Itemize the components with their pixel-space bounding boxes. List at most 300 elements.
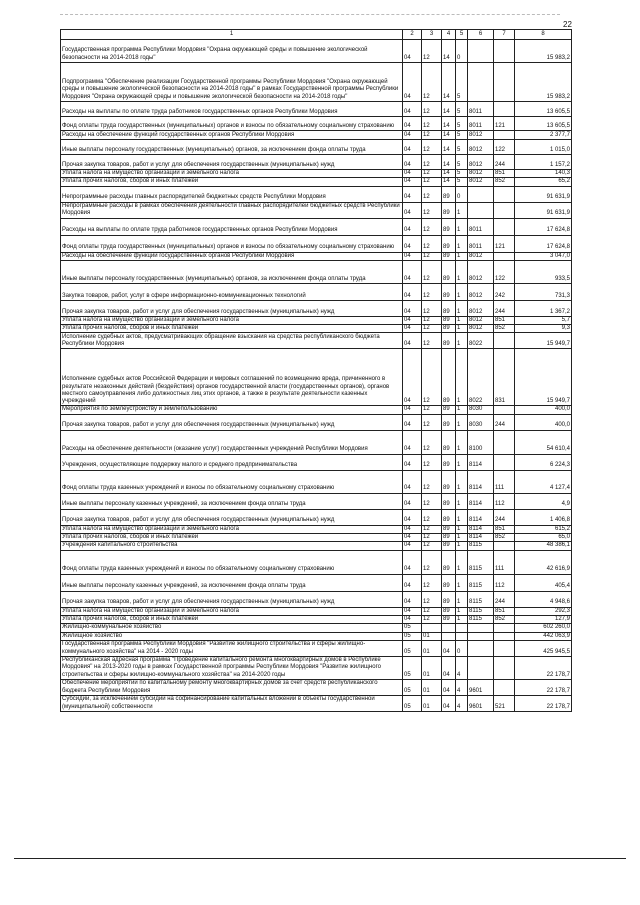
row-section: 04 [403, 333, 422, 349]
row-subsection: 12 [422, 117, 442, 131]
row-expense-type [494, 542, 515, 550]
row-program: 14 [442, 140, 456, 155]
row-target: 8012 [468, 140, 494, 155]
row-name: Подпрограмма "Обеспечение реализации Государственной программы Республики Мордовия "Охрана окружающей среды и повышение экологической безопасности на 2014-2018 годы" в рамках Государственной программы Республики Мордовия "Охрана окружающей среды и повышение экологической безопасности на 2014-2018 годы" [61, 63, 403, 102]
row-program: 89 [442, 260, 456, 283]
row-subsection: 12 [422, 155, 442, 170]
row-name: Уплата налога на имущество организаций и земельного налога [61, 316, 403, 324]
row-program: 89 [442, 550, 456, 574]
row-section: 04 [403, 252, 422, 260]
row-program: 89 [442, 283, 456, 300]
table-row [61, 300, 572, 316]
row-program: 89 [442, 493, 456, 509]
row-name: Мероприятия по землеустройству и землепользованию [61, 406, 403, 414]
row-amount: 405,4 [515, 574, 572, 591]
row-expense-type: 521 [494, 695, 515, 711]
table-row [61, 624, 572, 632]
row-subprogram: 1 [456, 235, 468, 252]
row-expense-type: 122 [494, 260, 515, 283]
row-program: 14 [442, 117, 456, 131]
column-header: 6 [468, 30, 494, 40]
row-amount: 17 624,8 [515, 218, 572, 235]
row-expense-type [494, 131, 515, 140]
table-row [61, 202, 572, 218]
row-program: 89 [442, 509, 456, 525]
row-section: 04 [403, 534, 422, 542]
row-subprogram: 1 [456, 470, 468, 493]
row-name: Непрограммные расходы в рамках обеспечения деятельности главных распорядителей бюджетных средств Республики Мордовия [61, 202, 403, 218]
row-expense-type [494, 640, 515, 656]
row-subprogram: 1 [456, 454, 468, 470]
row-subprogram: 1 [456, 574, 468, 591]
row-name: Обеспечение мероприятий по капитальному ремонту многоквартирных домов за счет средств республиканского бюджета Республики Мордовия [61, 679, 403, 695]
row-subsection [422, 624, 442, 632]
row-expense-type [494, 218, 515, 235]
table-row [61, 542, 572, 550]
row-section: 04 [403, 574, 422, 591]
row-subsection: 12 [422, 493, 442, 509]
row-amount: 17 624,8 [515, 235, 572, 252]
row-target: 8022 [468, 349, 494, 406]
row-subprogram: 0 [456, 40, 468, 63]
scan-top-edge [60, 14, 560, 15]
row-subprogram: 1 [456, 542, 468, 550]
row-name: Прочая закупка товаров, работ и услуг для обеспечения государственных (муниципальных) нужд [61, 591, 403, 607]
row-subsection: 12 [422, 325, 442, 333]
row-subprogram: 1 [456, 406, 468, 414]
row-subprogram: 1 [456, 550, 468, 574]
table-row [61, 235, 572, 252]
row-amount: 127,9 [515, 615, 572, 623]
row-name: Прочая закупка товаров, работ и услуг для обеспечения государственных (муниципальных) нужд [61, 300, 403, 316]
row-amount: 933,5 [515, 260, 572, 283]
row-subsection: 12 [422, 300, 442, 316]
table-body [61, 40, 572, 712]
row-target: 8030 [468, 414, 494, 430]
row-program: 89 [442, 607, 456, 615]
row-expense-type [494, 679, 515, 695]
row-expense-type: 852 [494, 178, 515, 186]
row-subsection: 01 [422, 695, 442, 711]
row-amount: 22 178,7 [515, 695, 572, 711]
row-target: 8115 [468, 550, 494, 574]
row-subsection: 01 [422, 656, 442, 679]
row-section: 04 [403, 178, 422, 186]
row-expense-type: 122 [494, 140, 515, 155]
table-row [61, 525, 572, 533]
row-amount: 65,2 [515, 178, 572, 186]
row-name: Непрограммные расходы главных распорядителей бюджетных средств Республики Мордовия [61, 186, 403, 202]
row-target: 8114 [468, 470, 494, 493]
row-section: 04 [403, 406, 422, 414]
row-subprogram: 1 [456, 260, 468, 283]
row-name: Фонд оплаты труда государственных (муниципальных) органов и взносы по обязательному социальному страхованию [61, 117, 403, 131]
row-subsection: 12 [422, 454, 442, 470]
row-program: 89 [442, 414, 456, 430]
row-subprogram: 0 [456, 640, 468, 656]
row-target [468, 624, 494, 632]
row-amount: 6 224,3 [515, 454, 572, 470]
header-row [61, 30, 572, 40]
row-target: 8114 [468, 509, 494, 525]
row-name: Учреждения капитального строительства [61, 542, 403, 550]
row-name: Исполнение судебных актов, предусматривающих обращение взыскания на средства республиканского бюджета Республики Мордовия [61, 333, 403, 349]
row-amount: 15 949,7 [515, 333, 572, 349]
row-expense-type [494, 406, 515, 414]
row-amount: 140,3 [515, 170, 572, 178]
row-target [468, 186, 494, 202]
table-row [61, 186, 572, 202]
row-subprogram: 1 [456, 202, 468, 218]
row-target: 8012 [468, 260, 494, 283]
row-name: Расходы на обеспечение функций государственных органов Республики Мордовия [61, 131, 403, 140]
row-name: Фонд оплаты труда государственных (муниципальных) органов и взносы по обязательному социальному страхованию [61, 235, 403, 252]
row-name: Расходы на выплаты по оплате труда работников государственных органов Республики Мордовия [61, 102, 403, 117]
row-program: 89 [442, 186, 456, 202]
row-amount: 13 605,5 [515, 117, 572, 131]
table-row [61, 493, 572, 509]
row-name: Расходы на обеспечение деятельности (оказание услуг) государственных учреждений Республики Мордовия [61, 430, 403, 454]
row-subsection: 12 [422, 252, 442, 260]
row-target: 8114 [468, 454, 494, 470]
row-program: 89 [442, 470, 456, 493]
row-section: 04 [403, 316, 422, 324]
row-program: 14 [442, 178, 456, 186]
row-target: 8114 [468, 534, 494, 542]
row-subprogram: 1 [456, 316, 468, 324]
row-program: 89 [442, 574, 456, 591]
row-subprogram: 5 [456, 63, 468, 102]
row-expense-type [494, 632, 515, 640]
row-amount: 1 406,8 [515, 509, 572, 525]
table-row [61, 679, 572, 695]
row-name: Субсидии, за исключением субсидий на софинансирование капитальных вложений в объекты государственной (муниципальной) собственности [61, 695, 403, 711]
row-expense-type: 244 [494, 414, 515, 430]
row-section: 04 [403, 550, 422, 574]
row-program: 89 [442, 235, 456, 252]
row-target: 8114 [468, 525, 494, 533]
table-row [61, 218, 572, 235]
table-row [61, 406, 572, 414]
row-subsection: 12 [422, 316, 442, 324]
row-program: 14 [442, 131, 456, 140]
row-section: 04 [403, 430, 422, 454]
row-subsection: 12 [422, 235, 442, 252]
row-section: 05 [403, 656, 422, 679]
row-amount: 2 377,7 [515, 131, 572, 140]
table-row [61, 454, 572, 470]
row-target: 8030 [468, 406, 494, 414]
table-row [61, 632, 572, 640]
row-target: 8115 [468, 542, 494, 550]
row-section: 04 [403, 235, 422, 252]
row-target [468, 63, 494, 102]
column-header: 7 [494, 30, 515, 40]
row-section: 04 [403, 63, 422, 102]
row-amount: 91 631,9 [515, 202, 572, 218]
row-section: 04 [403, 454, 422, 470]
row-target [468, 40, 494, 63]
row-subsection: 12 [422, 349, 442, 406]
row-expense-type [494, 40, 515, 63]
row-subprogram: 1 [456, 525, 468, 533]
row-program: 89 [442, 430, 456, 454]
table-row [61, 325, 572, 333]
row-subsection: 12 [422, 170, 442, 178]
row-section: 04 [403, 218, 422, 235]
row-target: 8100 [468, 430, 494, 454]
row-expense-type [494, 624, 515, 632]
row-target: 8012 [468, 252, 494, 260]
scan-bottom-edge [14, 858, 626, 859]
row-amount: 400,0 [515, 406, 572, 414]
row-expense-type: 112 [494, 493, 515, 509]
row-program: 89 [442, 202, 456, 218]
table-row [61, 414, 572, 430]
row-program: 89 [442, 525, 456, 533]
row-subprogram: 1 [456, 333, 468, 349]
row-name: Республиканская адресная программа "Проведение капитального ремонта многоквартирных домов в Республике Мордовия" на 2013-2020 годы в рамках Государственной программы Республики Мордовия "Развитие жилищного строительства и сферы жилищно-коммунального хозяйства" на 2014-2020 годы [61, 656, 403, 679]
row-subsection: 12 [422, 186, 442, 202]
row-expense-type: 852 [494, 534, 515, 542]
row-subsection: 01 [422, 640, 442, 656]
table-row [61, 430, 572, 454]
row-name: Прочая закупка товаров, работ и услуг для обеспечения государственных (муниципальных) нужд [61, 414, 403, 430]
row-section: 04 [403, 470, 422, 493]
row-section: 05 [403, 632, 422, 640]
row-section: 04 [403, 40, 422, 63]
table-row [61, 656, 572, 679]
row-subsection: 12 [422, 63, 442, 102]
row-expense-type: 242 [494, 283, 515, 300]
row-program: 04 [442, 695, 456, 711]
row-section: 04 [403, 300, 422, 316]
row-target [468, 632, 494, 640]
row-section: 04 [403, 170, 422, 178]
table-row [61, 283, 572, 300]
row-expense-type [494, 186, 515, 202]
row-name: Прочая закупка товаров, работ и услуг для обеспечения государственных (муниципальных) нужд [61, 509, 403, 525]
table-row [61, 170, 572, 178]
row-amount: 65,0 [515, 534, 572, 542]
column-header: 5 [456, 30, 468, 40]
budget-table [60, 29, 572, 712]
row-amount: 4 948,6 [515, 591, 572, 607]
row-subsection: 12 [422, 615, 442, 623]
row-program: 14 [442, 40, 456, 63]
table-row [61, 534, 572, 542]
row-target: 8115 [468, 607, 494, 615]
row-amount: 400,0 [515, 414, 572, 430]
table-row [61, 470, 572, 493]
row-target: 8012 [468, 170, 494, 178]
row-subprogram: 1 [456, 218, 468, 235]
row-section: 04 [403, 615, 422, 623]
row-target: 8011 [468, 218, 494, 235]
row-subprogram: 1 [456, 430, 468, 454]
row-section: 04 [403, 117, 422, 131]
row-amount: 13 605,5 [515, 102, 572, 117]
row-subprogram: 0 [456, 186, 468, 202]
row-expense-type: 851 [494, 607, 515, 615]
row-name: Расходы на обеспечение функций государственных органов Республики Мордовия [61, 252, 403, 260]
table-row [61, 550, 572, 574]
row-expense-type [494, 63, 515, 102]
row-name: Уплата налога на имущество организаций и земельного налога [61, 607, 403, 615]
row-subprogram [456, 624, 468, 632]
row-target: 8012 [468, 316, 494, 324]
row-target [468, 640, 494, 656]
table-row [61, 509, 572, 525]
row-amount: 15 949,7 [515, 349, 572, 406]
row-target: 8012 [468, 325, 494, 333]
row-name: Учреждения, осуществляющие поддержку малого и среднего предпринимательства [61, 454, 403, 470]
row-amount: 602 260,0 [515, 624, 572, 632]
table-row [61, 140, 572, 155]
row-expense-type [494, 202, 515, 218]
row-expense-type: 244 [494, 300, 515, 316]
row-subsection: 12 [422, 102, 442, 117]
row-target: 8012 [468, 178, 494, 186]
row-subprogram: 1 [456, 591, 468, 607]
row-subsection: 12 [422, 333, 442, 349]
row-expense-type: 121 [494, 235, 515, 252]
row-expense-type: 121 [494, 117, 515, 131]
row-subprogram: 1 [456, 349, 468, 406]
row-subsection: 12 [422, 406, 442, 414]
row-section: 04 [403, 591, 422, 607]
column-header: 1 [61, 30, 403, 40]
row-section: 04 [403, 525, 422, 533]
row-subsection: 12 [422, 218, 442, 235]
row-expense-type: 851 [494, 316, 515, 324]
row-amount: 54 610,4 [515, 430, 572, 454]
row-amount: 4 127,4 [515, 470, 572, 493]
row-name: Расходы на выплаты по оплате труда работников государственных органов Республики Мордовия [61, 218, 403, 235]
row-amount: 9,3 [515, 325, 572, 333]
row-name: Государственная программа Республики Мордовия "Охрана окружающей среды и повышение экологической безопасности на 2014-2018 годы" [61, 40, 403, 63]
row-program: 89 [442, 542, 456, 550]
row-section: 04 [403, 607, 422, 615]
table-row [61, 178, 572, 186]
row-program: 04 [442, 640, 456, 656]
row-expense-type [494, 333, 515, 349]
row-subprogram: 1 [456, 414, 468, 430]
row-subsection: 12 [422, 550, 442, 574]
row-subprogram: 1 [456, 283, 468, 300]
row-subprogram: 5 [456, 155, 468, 170]
row-expense-type: 244 [494, 155, 515, 170]
table-row [61, 591, 572, 607]
row-subprogram [456, 632, 468, 640]
table-row [61, 155, 572, 170]
row-subsection: 12 [422, 534, 442, 542]
row-program: 89 [442, 615, 456, 623]
row-program: 04 [442, 679, 456, 695]
row-name: Иные выплаты персоналу казенных учреждений, за исключением фонда оплаты труда [61, 574, 403, 591]
row-subsection: 12 [422, 414, 442, 430]
row-target: 8011 [468, 235, 494, 252]
row-amount: 425 945,5 [515, 640, 572, 656]
row-section: 04 [403, 542, 422, 550]
row-target: 8115 [468, 574, 494, 591]
row-amount: 91 631,9 [515, 186, 572, 202]
row-expense-type [494, 454, 515, 470]
row-amount: 1 367,2 [515, 300, 572, 316]
row-section: 04 [403, 414, 422, 430]
row-name: Уплата прочих налогов, сборов и иных платежей [61, 534, 403, 542]
row-target: 8114 [468, 493, 494, 509]
row-subprogram: 1 [456, 509, 468, 525]
row-program: 14 [442, 155, 456, 170]
row-subsection: 12 [422, 131, 442, 140]
row-name: Прочая закупка товаров, работ и услуг для обеспечения государственных (муниципальных) нужд [61, 155, 403, 170]
row-section: 04 [403, 140, 422, 155]
table-row [61, 40, 572, 63]
row-expense-type: 852 [494, 325, 515, 333]
table-row [61, 63, 572, 102]
row-amount: 292,3 [515, 607, 572, 615]
row-expense-type: 852 [494, 615, 515, 623]
table-row [61, 102, 572, 117]
row-subsection: 12 [422, 574, 442, 591]
table-row [61, 316, 572, 324]
row-expense-type [494, 102, 515, 117]
row-subsection: 12 [422, 591, 442, 607]
row-name: Уплата прочих налогов, сборов и иных платежей [61, 178, 403, 186]
row-program: 89 [442, 333, 456, 349]
row-subprogram: 5 [456, 170, 468, 178]
row-subsection: 12 [422, 40, 442, 63]
row-section: 04 [403, 349, 422, 406]
row-name: Уплата прочих налогов, сборов и иных платежей [61, 325, 403, 333]
row-program: 89 [442, 316, 456, 324]
row-amount: 615,2 [515, 525, 572, 533]
row-subsection: 01 [422, 679, 442, 695]
row-subsection: 12 [422, 283, 442, 300]
row-name: Иные выплаты персоналу государственных (муниципальных) органов, за исключением фонда оплаты труда [61, 260, 403, 283]
row-target: 9601 [468, 695, 494, 711]
row-name: Жилищно-коммунальное хозяйство [61, 624, 403, 632]
row-section: 04 [403, 283, 422, 300]
column-header: 3 [422, 30, 442, 40]
row-name: Закупка товаров, работ, услуг в сфере информационно-коммуникационных технологий [61, 283, 403, 300]
row-name: Уплата налога на имущество организаций и земельного налога [61, 170, 403, 178]
row-subsection: 12 [422, 430, 442, 454]
row-program: 14 [442, 63, 456, 102]
row-target: 9601 [468, 679, 494, 695]
row-subsection: 12 [422, 509, 442, 525]
row-expense-type: 851 [494, 525, 515, 533]
table-row [61, 695, 572, 711]
row-program: 89 [442, 591, 456, 607]
row-name: Уплата налога на имущество организаций и земельного налога [61, 525, 403, 533]
row-program: 89 [442, 349, 456, 406]
table-row [61, 615, 572, 623]
row-section: 04 [403, 509, 422, 525]
row-target: 8115 [468, 615, 494, 623]
row-subprogram: 1 [456, 325, 468, 333]
row-program: 89 [442, 325, 456, 333]
row-amount: 15 983,2 [515, 63, 572, 102]
row-program: 14 [442, 170, 456, 178]
row-name: Уплата прочих налогов, сборов и иных платежей [61, 615, 403, 623]
row-expense-type: 851 [494, 170, 515, 178]
row-amount: 731,3 [515, 283, 572, 300]
row-subprogram: 5 [456, 140, 468, 155]
row-program [442, 632, 456, 640]
row-subprogram: 1 [456, 493, 468, 509]
